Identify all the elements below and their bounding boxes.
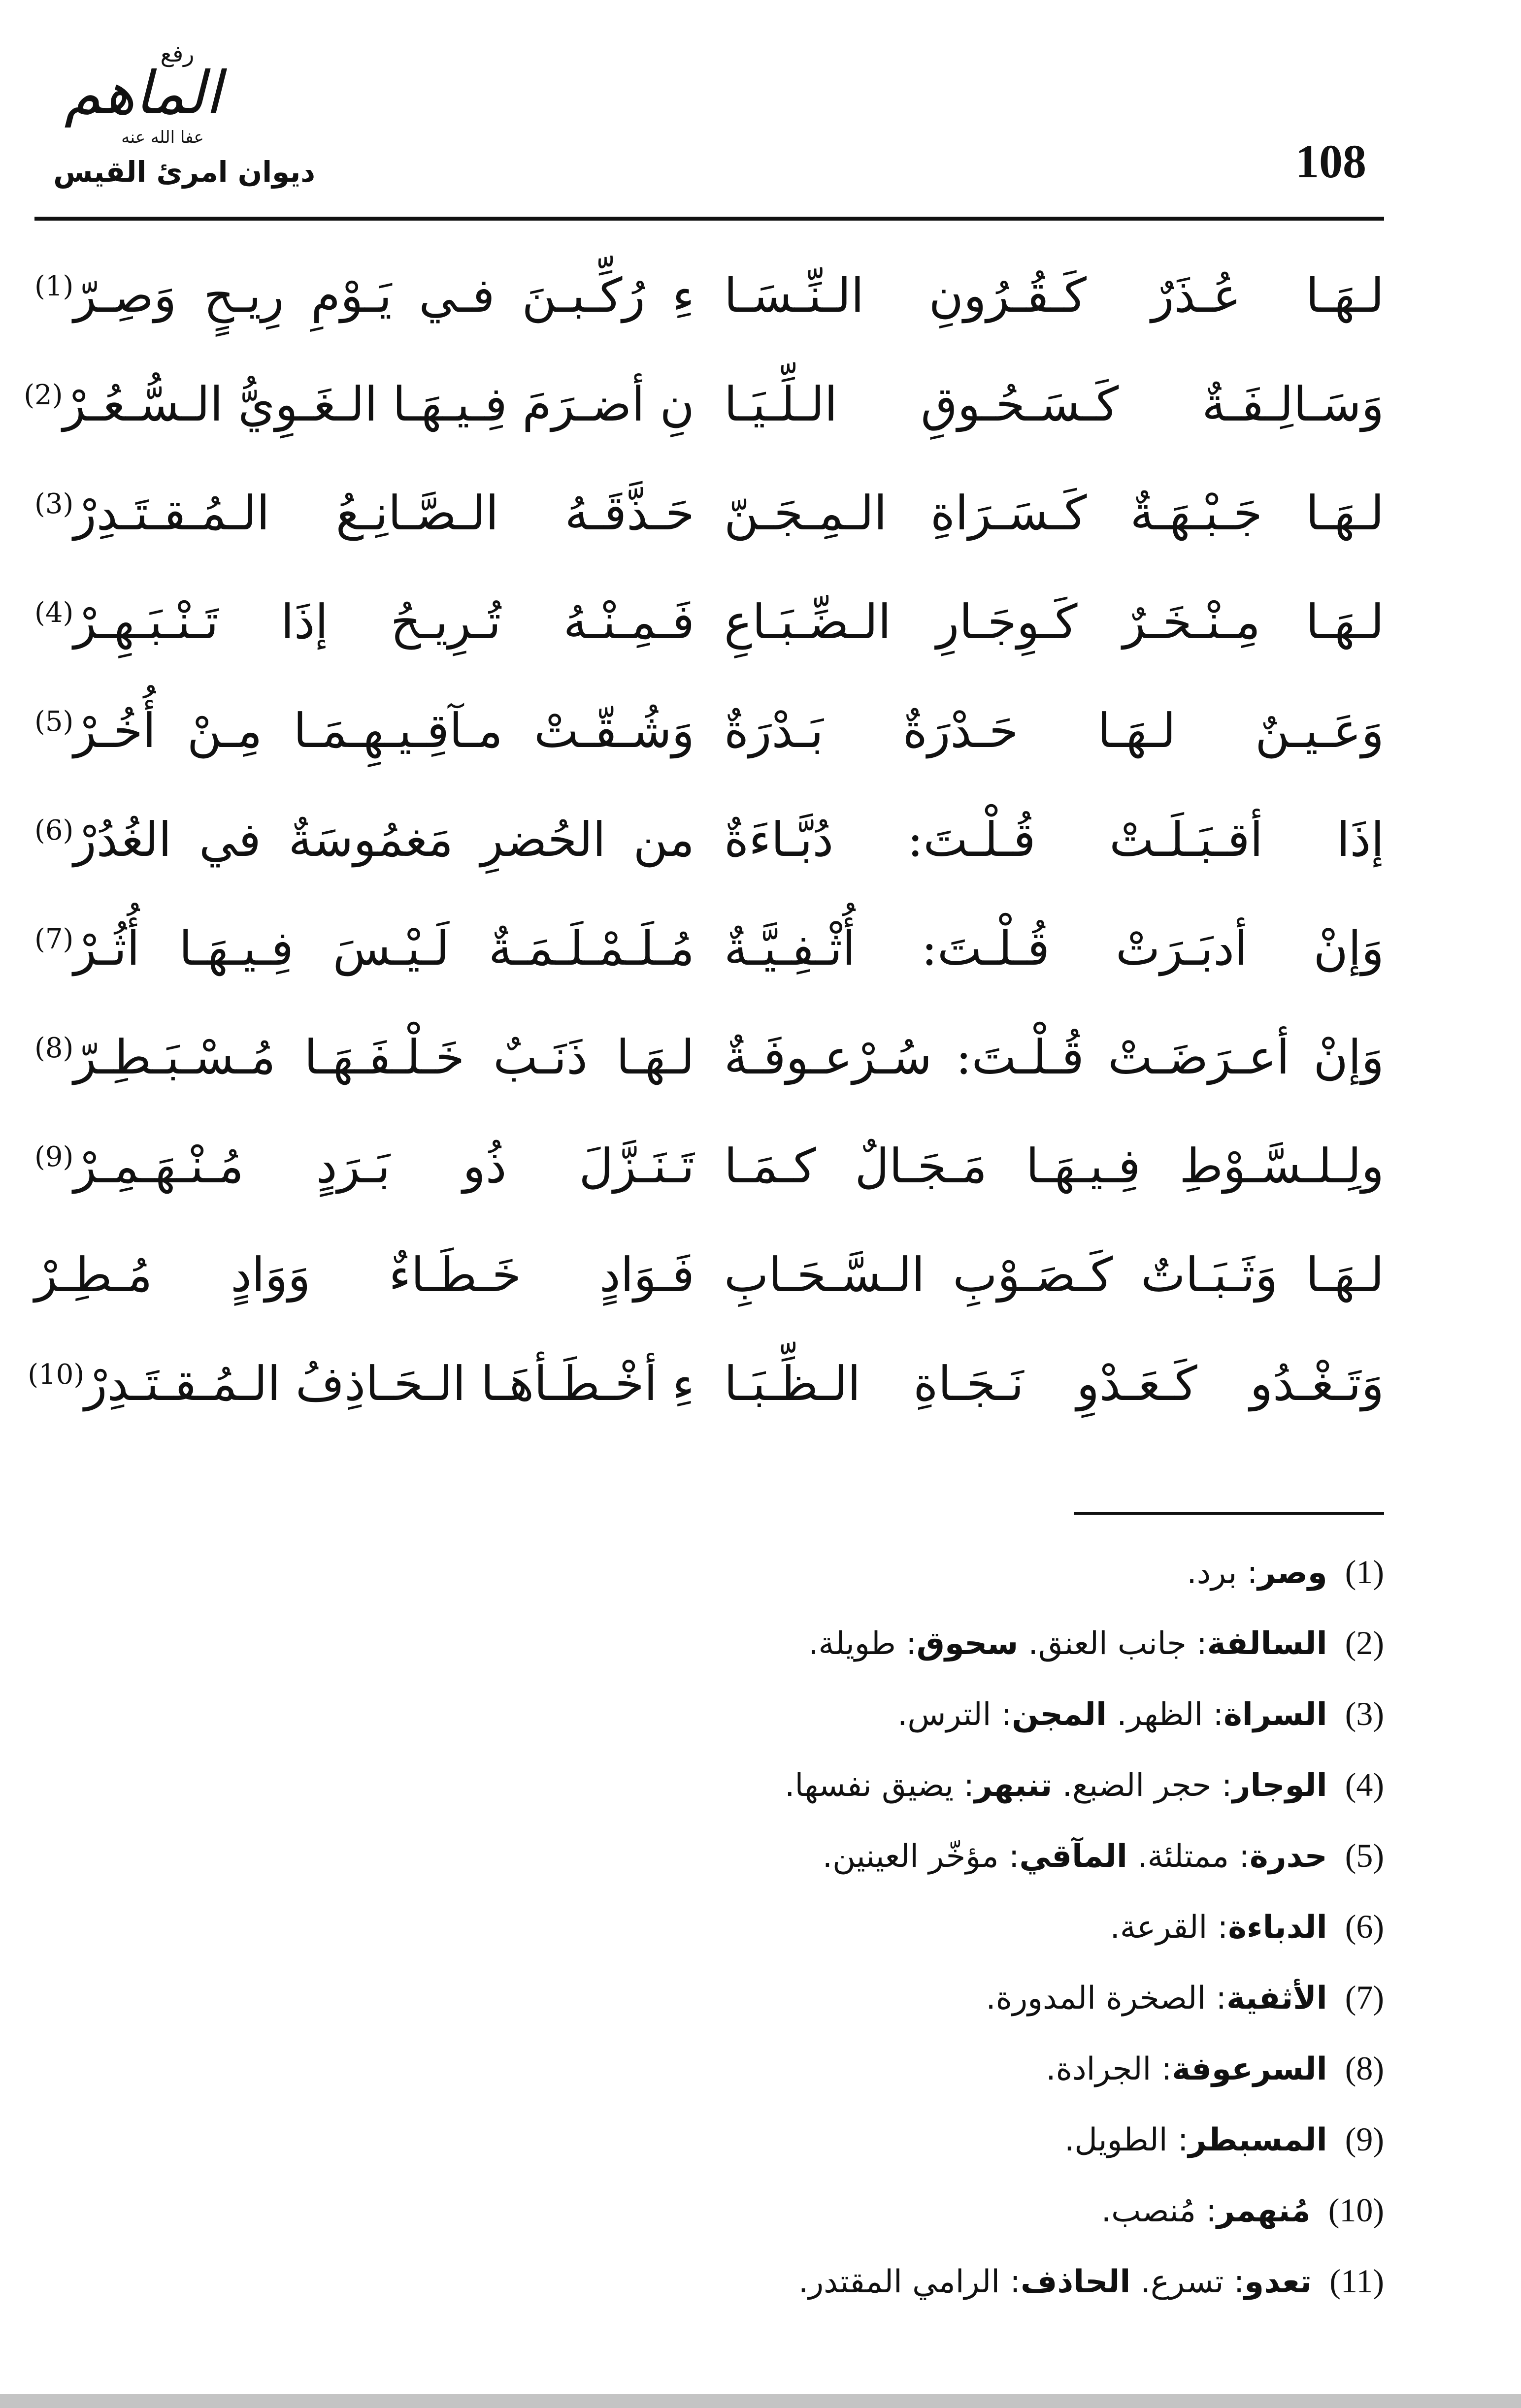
verse-second-hemistich	[34, 246, 694, 345]
footnote-number: (11)	[1329, 2262, 1384, 2300]
footnote	[823, 1820, 1384, 1891]
footnote-marker: (4)	[34, 597, 74, 629]
footnote-definition: : الصخرة المدورة.	[986, 1980, 1227, 2017]
poem	[24, 246, 1384, 1448]
footnote-term: المسبطر	[1188, 2122, 1327, 2158]
footnote-definition: : ممتلئة.	[1127, 1838, 1250, 1875]
verse-text: من الحُضرِ مَغمُوسَةٌ في الغُدُرْ	[73, 812, 694, 867]
footnote-number: (1)	[1345, 1553, 1384, 1591]
footnote-number: (7)	[1345, 1979, 1384, 2016]
verse-second-hemistich	[34, 1117, 694, 1215]
footnote-number: (5)	[1345, 1837, 1384, 1874]
footnote-term: تعدو	[1244, 2264, 1312, 2300]
footnote-definition: : مُنصب.	[1101, 2193, 1217, 2229]
footnote-number: (10)	[1328, 2191, 1384, 2229]
footnote-definition: : الظهر.	[1106, 1696, 1224, 1733]
footnote-definition: : تسرع.	[1130, 2264, 1245, 2300]
verse-line	[34, 1117, 1384, 1215]
verse-line	[24, 355, 1384, 454]
verse-text: تَـنَـزَّلَ ذُو بَـرَدٍ مُـنْـهَـمِـرْ	[73, 1139, 694, 1194]
verse-first-hemistich: وَسَـالِـفَـةٌ كَـسَـحُـوقِ الـلِّـيَـا	[724, 377, 1384, 432]
verse-line	[34, 464, 1384, 562]
verse-text: حَـذَّقَـهُ الـصَّـانِـعُ الـمُـقـتَـدِرْ	[73, 486, 694, 541]
footnote-definition: : الجرادة.	[1046, 2051, 1172, 2087]
footnote-definition: : طويلة.	[808, 1626, 917, 1662]
footnote-term: السراة	[1223, 1696, 1327, 1733]
svg-text:الماهم: الماهم	[64, 59, 222, 128]
footnote-term: المجن	[1012, 1696, 1107, 1733]
footnote	[1110, 1891, 1384, 1962]
verse-first-hemistich: إذَا أقـبَـلَـتْ قُـلْـتَ: دُبَّـاءَةٌ	[724, 812, 1384, 867]
svg-text:عفا الله عنه: عفا الله عنه	[121, 128, 204, 147]
verse-line	[34, 899, 1384, 998]
verse-second-hemistich	[34, 573, 694, 671]
verse-first-hemistich: لـهَـا عُـذَرٌ كَـقُـرُونِ الـنِّـسَـا	[724, 268, 1384, 323]
footnote-definition: : برد.	[1187, 1555, 1258, 1591]
footnote	[986, 1962, 1384, 2033]
footnote-term: الأثفية	[1226, 1980, 1327, 2017]
footnote	[897, 1678, 1384, 1749]
footnote-marker: (8)	[34, 1032, 74, 1064]
footnote-term: الحاذف	[1020, 2264, 1131, 2300]
footnote-term: تنبهر	[974, 1767, 1053, 1804]
verse-second-hemistich	[34, 790, 694, 889]
footnote-number: (8)	[1345, 2050, 1384, 2087]
footnote-number: (4)	[1345, 1766, 1384, 1803]
verse-text: فَـمِـنْـهُ تُـرِيـحُ إذَا تَـنْـبَـهِـرْ	[73, 594, 694, 650]
verse-second-hemistich	[34, 1226, 694, 1324]
verse-text: نِ أضـرَمَ فِـيـهَـا الـغَـوِيُّ الـسُّـعُـرْ	[63, 377, 694, 432]
verse-first-hemistich: وَعَـيـنٌ لـهَـا حَـدْرَةٌ بَـدْرَةٌ	[724, 703, 1384, 758]
verse-first-hemistich: وَإنْ أدبَـرَتْ قُـلْـتَ: أُثْـفِـيَّـةٌ	[724, 921, 1384, 976]
footnote-term: سحوق	[916, 1626, 1019, 1662]
footnote-marker: (2)	[24, 379, 63, 411]
footnote-marker: (9)	[34, 1141, 74, 1173]
footnote-marker: (3)	[34, 488, 74, 520]
running-title: ديوان امرئ القيس	[53, 155, 315, 189]
footnote-term: السرعوفة	[1172, 2051, 1327, 2087]
footnote	[1064, 2104, 1384, 2175]
verse-text: ءِ أخْـطَـأهَـا الـحَـاذِفُ الـمُـقـتَـدِرْ	[84, 1356, 694, 1411]
verse-line	[34, 1008, 1384, 1106]
svg-text:رفع: رفع	[160, 40, 195, 67]
footnote-definition: : الرامي المقتدر.	[798, 2264, 1021, 2300]
footnote	[1101, 2175, 1384, 2245]
footnote-divider	[1074, 1512, 1384, 1515]
footnote	[1046, 2033, 1384, 2104]
footnote-number: (2)	[1345, 1624, 1384, 1661]
verse-second-hemistich	[34, 682, 694, 780]
footnote-term: السالفة	[1207, 1626, 1327, 1662]
footnote-marker: (7)	[34, 923, 74, 955]
verse-first-hemistich: وَإنْ أعـرَضَـتْ قُـلْـتَ: سُـرْعـوفَـةٌ	[724, 1030, 1384, 1085]
header-divider	[34, 217, 1384, 221]
verse-line	[34, 790, 1384, 889]
footnote-term: وصر	[1257, 1555, 1327, 1591]
verse-second-hemistich	[24, 355, 694, 454]
footnote	[798, 2245, 1384, 2316]
footnote-marker: (10)	[28, 1359, 85, 1391]
footnote-definition: : جانب العنق.	[1018, 1626, 1207, 1662]
verse-text: مُـلَـمْـلَـمَـةٌ لَـيْـسَ فِـيـهَـا أُثُـرْ	[73, 921, 694, 976]
verse-first-hemistich: لـهَـا مِـنْـخَـرٌ كَـوِجَـارِ الـضِّـبَـاعِ	[724, 594, 1384, 650]
scan-edge	[0, 2394, 1521, 2408]
footnote-definition: : يضيق نفسها.	[785, 1767, 974, 1804]
verse-first-hemistich: لـهَـا وَثَـبَـاتٌ كَـصَـوْبِ الـسَّـحَـابِ	[724, 1247, 1384, 1302]
verse-line	[34, 246, 1384, 345]
footnote-term: مُنهمر	[1216, 2193, 1311, 2229]
verse-line	[28, 1334, 1384, 1433]
verse-text: وَشُـقّـتْ مـآقِـيـهِـمَـا مِـنْ أُخُـرْ	[73, 703, 694, 758]
verse-first-hemistich: لـهَـا جَـبْـهَـةٌ كَـسَـرَاةِ الـمِـجَـنّ	[724, 486, 1384, 541]
footnote-definition: : الترس.	[897, 1696, 1012, 1733]
calligraphy-logo	[44, 34, 231, 148]
footnote-marker: (6)	[34, 814, 74, 846]
footnote-marker: (1)	[34, 270, 74, 302]
verse-text: لـهَـا ذَنَـبٌ خَـلْـفَـهَـا مُـسْـبَـطِـرّ	[73, 1030, 694, 1085]
verse-second-hemistich	[34, 464, 694, 562]
footnote-number: (3)	[1345, 1695, 1384, 1732]
footnote	[785, 1749, 1384, 1820]
footnote-term: الوجار	[1232, 1767, 1327, 1804]
verse-first-hemistich: ولِـلـسَّـوْطِ فِـيـهَـا مَـجَـالٌ كـمَـا	[724, 1139, 1384, 1194]
verse-line	[34, 573, 1384, 671]
verse-second-hemistich	[28, 1334, 694, 1433]
verse-second-hemistich	[34, 1008, 694, 1106]
footnote-definition: : القرعة.	[1110, 1909, 1228, 1946]
footnote-term: الدباءة	[1228, 1909, 1327, 1946]
page-number: 108	[1295, 135, 1366, 188]
footnote-number: (6)	[1345, 1908, 1384, 1945]
footnote-number: (9)	[1345, 2120, 1384, 2158]
footnote-definition: : حجر الضبع.	[1052, 1767, 1232, 1804]
footnote-term: المآقي	[1019, 1838, 1127, 1875]
footnote-term: حدرة	[1249, 1838, 1327, 1875]
footnote	[808, 1607, 1384, 1678]
verse-second-hemistich	[34, 899, 694, 998]
verse-text: ءِ رُكِّـبـنَ فـي يَـوْمِ رِيـحٍ وَصِـرّ	[73, 268, 694, 323]
footnote-definition: : الطويل.	[1064, 2122, 1189, 2158]
verse-line	[34, 1226, 1384, 1324]
footnote	[1187, 1536, 1384, 1607]
verse-first-hemistich: وَتَـغْـدُو كَـعَـدْوِ نَـجَـاةِ الـظِّـبَـا	[724, 1356, 1384, 1411]
footnote-definition: : مؤخّر العينين.	[822, 1838, 1020, 1875]
verse-text: فَـوَادٍ خَـطَـاءٌ وَوَادٍ مُـطِـرْ	[34, 1247, 694, 1302]
footnote-marker: (5)	[34, 706, 74, 738]
verse-line	[34, 682, 1384, 780]
